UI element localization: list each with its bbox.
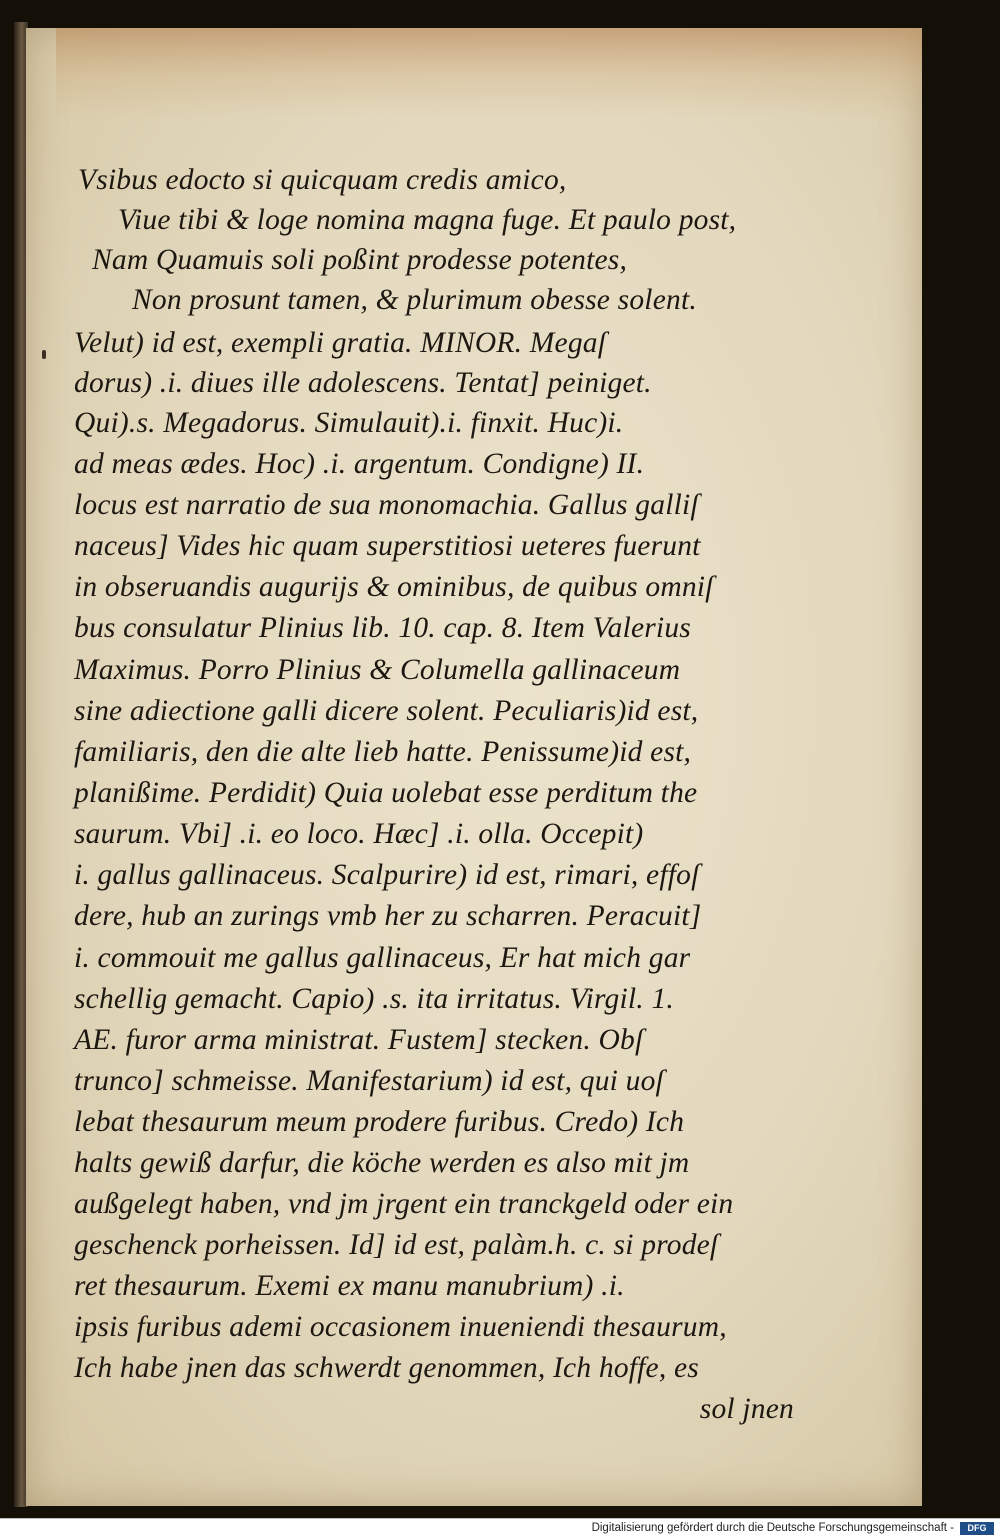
footer-credit: Digitalisierung gefördert durch die Deutsche Forschungsgemeinschaft - (591, 1522, 954, 1534)
text-line-22: AE. furor arma ministrat. Fustem] stecken. Obſ (74, 1024, 644, 1056)
text-line-16: planißime. Perdidit) Quia uolebat esse perditum the (74, 777, 698, 809)
text-line-1: Vsibus edocto si quicquam credis amico, (78, 164, 567, 196)
text-line-29: ipsis furibus ademi occasionem inueniendi thesaurum, (74, 1311, 727, 1343)
text-line-30: Ich habe jnen das schwerdt genommen, Ich hoffe, es (74, 1352, 699, 1384)
dfg-logo-icon: DFG (960, 1522, 994, 1535)
text-line-4: Non prosunt tamen, & plurimum obesse solent. (132, 284, 697, 316)
text-line-13: Maximus. Porro Plinius & Columella gallinaceum (74, 654, 681, 686)
text-line-26: außgelegt haben, vnd jm jrgent ein tranckgeld oder ein (74, 1188, 734, 1220)
water-stain (56, 28, 922, 118)
text-line-15: familiaris, den die alte lieb hatte. Penissume)id est, (74, 736, 692, 768)
text-line-27: geschenck porheissen. Id] id est, palàm.h. c. si prodeſ (74, 1229, 719, 1261)
text-line-7: Qui).s. Megadorus. Simulauit).i. finxit. Huc)i. (74, 407, 624, 439)
text-line-11: in obseruandis augurijs & ominibus, de quibus omniſ (74, 571, 714, 603)
text-line-3: Nam Quamuis soli poßint prodesse potentes, (92, 244, 628, 276)
text-line-21: schellig gemacht. Capio) .s. ita irritatus. Virgil. 1. (74, 983, 674, 1015)
text-line-25: halts gewiß darfur, die köche werden es also mit jm (74, 1147, 690, 1179)
text-line-5: Velut) id est, exempli gratia. MINOR. Megaſ (74, 327, 607, 359)
text-line-12: bus consulatur Plinius lib. 10. cap. 8. Item Valerius (74, 612, 691, 644)
catchword: sol jnen (699, 1393, 794, 1425)
text-line-14: sine adiectione galli dicere solent. Peculiaris)id est, (74, 695, 699, 727)
book-page (26, 28, 922, 1506)
text-line-17: saurum. Vbi] .i. eo loco. Hæc] .i. olla. Occepit) (74, 818, 644, 850)
text-line-20: i. commouit me gallus gallinaceus, Er hat mich gar (74, 942, 691, 974)
text-line-8: ad meas ædes. Hoc) .i. argentum. Condigne) II. (74, 448, 645, 480)
text-line-10: naceus] Vides hic quam superstitiosi ueteres fuerunt (74, 530, 701, 562)
text-line-2: Viue tibi & loge nomina magna fuge. Et paulo post, (118, 204, 737, 236)
text-line-19: dere, hub an zurings vmb her zu scharren. Peracuit] (74, 900, 702, 932)
text-line-18: i. gallus gallinaceus. Scalpurire) id est, rimari, effoſ (74, 859, 700, 891)
text-line-9: locus est narratio de sua monomachia. Gallus galliſ (74, 489, 699, 521)
margin-mark (42, 350, 46, 359)
footer-bar (0, 1518, 1000, 1539)
text-line-24: lebat thesaurum meum prodere furibus. Credo) Ich (74, 1106, 685, 1138)
text-line-6: dorus) .i. diues ille adolescens. Tentat] peiniget. (74, 367, 652, 399)
text-line-23: trunco] schmeisse. Manifestarium) id est, qui uoſ (74, 1065, 664, 1097)
text-line-28: ret thesaurum. Exemi ex manu manubrium) .i. (74, 1270, 625, 1302)
